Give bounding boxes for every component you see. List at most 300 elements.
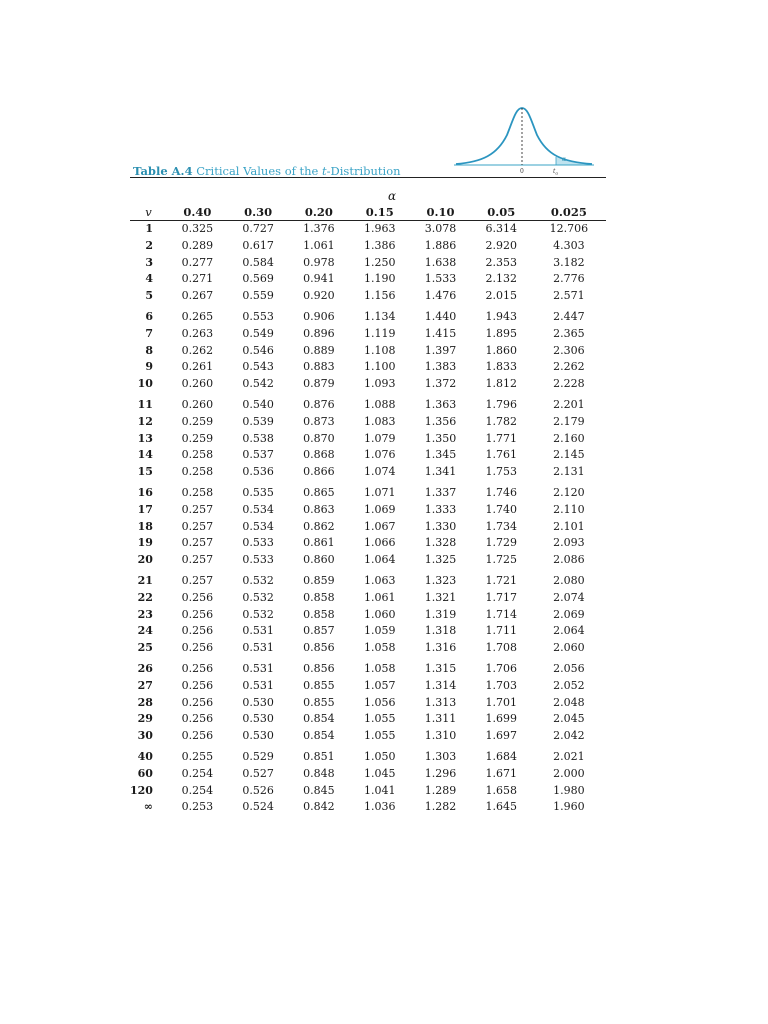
- df-cell: 4: [145, 272, 153, 286]
- critical-value-cell: 1.708: [485, 641, 518, 655]
- table-row: [130, 695, 606, 712]
- table-row: [130, 447, 606, 464]
- df-cell: 25: [137, 641, 153, 655]
- critical-value-cell: 1.063: [363, 573, 396, 587]
- critical-value-cell: 0.978: [303, 255, 335, 269]
- column-header-alpha: 0.15: [349, 203, 410, 221]
- critical-value-cell: 2.120: [553, 485, 585, 499]
- df-cell: 24: [137, 624, 153, 638]
- df-cell: 28: [137, 695, 153, 709]
- critical-value-cell: 1.315: [424, 661, 457, 675]
- critical-value-cell: 2.000: [553, 766, 585, 780]
- alpha-label: α: [562, 156, 567, 163]
- critical-value-cell: 1.076: [363, 448, 396, 462]
- table-row: [130, 238, 606, 255]
- critical-value-cell: 0.559: [242, 289, 274, 303]
- critical-value-cell: 1.325: [424, 553, 457, 567]
- critical-value-cell: 1.337: [424, 485, 457, 499]
- critical-value-cell: 2.069: [553, 607, 585, 621]
- critical-value-cell: 0.258: [181, 448, 214, 462]
- critical-value-cell: 0.254: [181, 766, 214, 780]
- critical-value-cell: 0.858: [303, 607, 335, 621]
- critical-value-cell: 0.896: [303, 326, 335, 340]
- critical-value-cell: 0.256: [181, 607, 214, 621]
- critical-value-cell: 1.701: [485, 695, 518, 709]
- critical-value-cell: 0.866: [303, 465, 335, 479]
- critical-value-cell: 0.860: [303, 553, 335, 567]
- critical-value-cell: 1.645: [485, 800, 518, 814]
- critical-value-cell: 1.980: [553, 783, 585, 797]
- df-cell: 14: [137, 448, 153, 462]
- critical-value-cell: 0.325: [181, 222, 214, 235]
- critical-value-cell: 0.256: [181, 678, 214, 692]
- critical-value-cell: 1.771: [485, 431, 518, 445]
- critical-value-cell: 0.256: [181, 712, 214, 726]
- critical-value-cell: 1.415: [424, 326, 457, 340]
- critical-value-cell: 1.074: [363, 465, 396, 479]
- critical-value-cell: 1.045: [363, 766, 396, 780]
- critical-value-cell: 0.256: [181, 624, 214, 638]
- critical-value-cell: 1.041: [363, 783, 396, 797]
- critical-value-cell: 1.960: [553, 800, 585, 814]
- df-cell: 40: [137, 749, 153, 763]
- critical-value-cell: 0.538: [242, 431, 274, 445]
- critical-value-cell: 2.042: [553, 729, 585, 743]
- critical-value-cell: 1.311: [424, 712, 457, 726]
- critical-value-cell: 0.258: [181, 485, 214, 499]
- critical-value-cell: 1.886: [424, 238, 457, 252]
- table-row: [130, 766, 606, 783]
- critical-value-cell: 1.055: [363, 712, 396, 726]
- critical-value-cell: 0.857: [303, 624, 335, 638]
- table-row: [130, 502, 606, 519]
- table-row: [130, 359, 606, 376]
- critical-value-cell: 0.536: [242, 465, 274, 479]
- critical-value-cell: 1.060: [363, 607, 396, 621]
- critical-value-cell: 1.323: [424, 573, 457, 587]
- critical-value-cell: 0.842: [303, 800, 335, 814]
- table-row: [130, 535, 606, 552]
- critical-value-cell: 1.250: [363, 255, 396, 269]
- critical-value-cell: 1.071: [363, 485, 396, 499]
- critical-value-cell: 0.531: [242, 661, 274, 675]
- df-cell: 22: [137, 590, 153, 604]
- df-cell: 20: [137, 553, 153, 567]
- top-rule: [130, 177, 606, 178]
- critical-value-cell: 2.145: [553, 448, 585, 462]
- df-cell: 12: [137, 414, 153, 428]
- critical-value-cell: 0.256: [181, 641, 214, 655]
- column-header-alpha: 0.30: [228, 203, 289, 221]
- critical-value-cell: 1.108: [363, 343, 396, 357]
- critical-value-cell: 1.761: [485, 448, 518, 462]
- critical-value-cell: 0.530: [242, 695, 274, 709]
- critical-value-cell: 2.074: [553, 590, 585, 604]
- critical-value-cell: 0.256: [181, 661, 214, 675]
- table-row: [130, 464, 606, 481]
- critical-value-cell: 0.889: [303, 343, 335, 357]
- table-row: [130, 678, 606, 695]
- critical-value-cell: 0.569: [242, 272, 274, 286]
- critical-value-cell: 1.310: [424, 729, 457, 743]
- critical-value-cell: 1.069: [363, 502, 396, 516]
- column-header-row: [130, 203, 606, 221]
- critical-value-cell: 6.314: [485, 222, 518, 235]
- column-header-alpha: 0.025: [532, 203, 606, 221]
- critical-value-cell: 0.257: [181, 536, 214, 550]
- critical-value-cell: 0.262: [181, 343, 214, 357]
- critical-value-cell: 3.078: [424, 222, 457, 235]
- critical-value-cell: 1.057: [363, 678, 396, 692]
- critical-value-cell: 2.080: [553, 573, 585, 587]
- critical-value-cell: 1.321: [424, 590, 457, 604]
- df-cell: 29: [137, 712, 153, 726]
- critical-value-cell: 0.859: [303, 573, 335, 587]
- critical-value-cell: 1.282: [424, 800, 457, 814]
- critical-value-cell: 1.061: [303, 238, 335, 252]
- critical-value-cell: 2.353: [485, 255, 518, 269]
- critical-value-cell: 1.341: [424, 465, 457, 479]
- critical-value-cell: 2.179: [553, 414, 585, 428]
- critical-value-cell: 0.271: [181, 272, 214, 286]
- critical-value-cell: 0.256: [181, 590, 214, 604]
- critical-value-cell: 0.941: [303, 272, 335, 286]
- critical-value-cell: 0.855: [303, 678, 335, 692]
- critical-value-cell: 0.856: [303, 641, 335, 655]
- critical-value-cell: 2.776: [553, 272, 585, 286]
- critical-value-cell: 0.543: [242, 360, 274, 374]
- critical-values-table: [130, 177, 606, 814]
- critical-value-cell: 0.256: [181, 729, 214, 743]
- critical-value-cell: 1.303: [424, 749, 457, 763]
- critical-value-cell: 0.531: [242, 624, 274, 638]
- table-row: [130, 728, 606, 745]
- df-cell: 120: [130, 783, 153, 797]
- critical-value-cell: 1.056: [363, 695, 396, 709]
- critical-value-cell: 1.895: [485, 326, 518, 340]
- table-title: [133, 164, 401, 178]
- critical-value-cell: 0.532: [242, 607, 274, 621]
- critical-value-cell: 1.289: [424, 783, 457, 797]
- critical-value-cell: 0.259: [181, 431, 214, 445]
- df-cell: 15: [137, 465, 153, 479]
- critical-value-cell: 2.160: [553, 431, 585, 445]
- df-cell: 16: [137, 485, 153, 499]
- critical-value-cell: 0.257: [181, 502, 214, 516]
- critical-value-cell: 1.376: [303, 222, 335, 235]
- critical-value-cell: 1.711: [485, 624, 518, 638]
- table-row: [130, 271, 606, 288]
- zero-label: 0: [520, 168, 524, 175]
- critical-value-cell: 0.263: [181, 326, 214, 340]
- critical-value-cell: 2.052: [553, 678, 585, 692]
- df-cell: 30: [137, 729, 153, 743]
- critical-value-cell: 1.671: [485, 766, 518, 780]
- critical-value-cell: 2.201: [553, 397, 585, 411]
- critical-value-cell: 0.532: [242, 573, 274, 587]
- critical-value-cell: 0.854: [303, 729, 335, 743]
- critical-value-cell: 2.021: [553, 749, 585, 763]
- critical-value-cell: 2.306: [553, 343, 585, 357]
- critical-value-cell: 0.526: [242, 783, 274, 797]
- critical-value-cell: 0.848: [303, 766, 335, 780]
- critical-value-cell: 1.059: [363, 624, 396, 638]
- column-header-alpha: 0.05: [471, 203, 532, 221]
- critical-value-cell: 0.257: [181, 519, 214, 533]
- critical-value-cell: 1.796: [485, 397, 518, 411]
- df-cell: 11: [137, 397, 153, 411]
- critical-value-cell: 0.856: [303, 661, 335, 675]
- critical-value-cell: 0.265: [181, 309, 214, 323]
- critical-value-cell: 2.056: [553, 661, 585, 675]
- critical-value-cell: 1.943: [485, 309, 518, 323]
- critical-value-cell: 0.854: [303, 712, 335, 726]
- df-cell: 7: [145, 326, 153, 340]
- critical-value-cell: 2.045: [553, 712, 585, 726]
- df-cell: 19: [137, 536, 153, 550]
- critical-value-cell: 0.537: [242, 448, 274, 462]
- critical-value-cell: 1.812: [485, 377, 518, 391]
- critical-value-cell: 1.372: [424, 377, 457, 391]
- critical-value-cell: 0.862: [303, 519, 335, 533]
- critical-value-cell: 1.067: [363, 519, 396, 533]
- table-row: [130, 343, 606, 360]
- critical-value-cell: 1.058: [363, 661, 396, 675]
- critical-value-cell: 0.920: [303, 289, 335, 303]
- critical-value-cell: 0.260: [181, 397, 214, 411]
- critical-value-cell: 0.533: [242, 536, 274, 550]
- critical-value-cell: 1.314: [424, 678, 457, 692]
- df-cell: 9: [145, 360, 153, 374]
- table-row: [130, 309, 606, 326]
- critical-value-cell: 0.534: [242, 502, 274, 516]
- critical-value-cell: 1.156: [363, 289, 396, 303]
- critical-value-cell: 0.845: [303, 783, 335, 797]
- table-row: [130, 288, 606, 305]
- table-body: [130, 221, 606, 817]
- critical-value-cell: 12.706: [549, 222, 589, 235]
- critical-value-cell: 0.906: [303, 309, 335, 323]
- critical-value-cell: 0.261: [181, 360, 214, 374]
- critical-value-cell: 1.134: [363, 309, 396, 323]
- critical-value-cell: 1.963: [363, 222, 396, 235]
- critical-value-cell: 1.350: [424, 431, 457, 445]
- critical-value-cell: 0.858: [303, 590, 335, 604]
- t-alpha-label: $t_\alpha$: [553, 168, 559, 176]
- critical-value-cell: 0.879: [303, 377, 335, 391]
- critical-value-cell: 0.727: [242, 222, 274, 235]
- critical-value-cell: 1.055: [363, 729, 396, 743]
- df-cell: ∞: [143, 800, 153, 814]
- critical-value-cell: 4.303: [553, 238, 585, 252]
- critical-value-cell: 1.058: [363, 641, 396, 655]
- critical-value-cell: 0.534: [242, 519, 274, 533]
- df-cell: 5: [145, 289, 153, 303]
- table-row: [130, 221, 606, 238]
- critical-value-cell: 0.260: [181, 377, 214, 391]
- critical-value-cell: 0.617: [242, 238, 274, 252]
- critical-value-cell: 0.257: [181, 573, 214, 587]
- critical-value-cell: 1.714: [485, 607, 518, 621]
- critical-value-cell: 0.533: [242, 553, 274, 567]
- table-row: [130, 255, 606, 272]
- critical-value-cell: 1.703: [485, 678, 518, 692]
- critical-value-cell: 1.706: [485, 661, 518, 675]
- critical-value-cell: 0.883: [303, 360, 335, 374]
- df-cell: 13: [137, 431, 153, 445]
- critical-value-cell: 1.729: [485, 536, 518, 550]
- table-row: [130, 799, 606, 816]
- table-row: [130, 661, 606, 678]
- critical-value-cell: 1.746: [485, 485, 518, 499]
- critical-value-cell: 0.876: [303, 397, 335, 411]
- df-cell: 17: [137, 502, 153, 516]
- critical-value-cell: 1.658: [485, 783, 518, 797]
- critical-value-cell: 1.328: [424, 536, 457, 550]
- critical-value-cell: 2.048: [553, 695, 585, 709]
- critical-value-cell: 0.531: [242, 678, 274, 692]
- critical-value-cell: 1.061: [363, 590, 396, 604]
- critical-value-cell: 1.740: [485, 502, 518, 516]
- critical-value-cell: 0.539: [242, 414, 274, 428]
- df-cell: 21: [137, 573, 153, 587]
- df-cell: 18: [137, 519, 153, 533]
- critical-value-cell: 1.833: [485, 360, 518, 374]
- critical-value-cell: 1.190: [363, 272, 396, 286]
- table-row: [130, 376, 606, 393]
- critical-value-cell: 0.553: [242, 309, 274, 323]
- critical-value-cell: 1.753: [485, 465, 518, 479]
- critical-value-cell: 0.873: [303, 414, 335, 428]
- critical-value-cell: 0.253: [181, 800, 214, 814]
- critical-value-cell: 2.064: [553, 624, 585, 638]
- critical-value-cell: 0.584: [242, 255, 274, 269]
- critical-value-cell: 2.101: [553, 519, 585, 533]
- critical-value-cell: 1.717: [485, 590, 518, 604]
- critical-value-cell: 1.088: [363, 397, 396, 411]
- df-cell: 26: [137, 661, 153, 675]
- table-row: [130, 623, 606, 640]
- critical-value-cell: 0.870: [303, 431, 335, 445]
- critical-value-cell: 0.289: [181, 238, 214, 252]
- df-cell: 10: [137, 377, 153, 391]
- critical-value-cell: 1.476: [424, 289, 457, 303]
- critical-value-cell: 1.440: [424, 309, 457, 323]
- critical-value-cell: 0.267: [181, 289, 214, 303]
- table-row: [130, 397, 606, 414]
- critical-value-cell: 1.318: [424, 624, 457, 638]
- critical-value-cell: 0.524: [242, 800, 274, 814]
- critical-value-cell: 0.527: [242, 766, 274, 780]
- table-row: [130, 711, 606, 728]
- critical-value-cell: 2.920: [485, 238, 518, 252]
- df-cell: 6: [145, 309, 153, 323]
- critical-value-cell: 0.863: [303, 502, 335, 516]
- critical-value-cell: 2.093: [553, 536, 585, 550]
- critical-value-cell: 0.532: [242, 590, 274, 604]
- critical-value-cell: 0.542: [242, 377, 274, 391]
- critical-value-cell: 1.397: [424, 343, 457, 357]
- critical-value-cell: 1.721: [485, 573, 518, 587]
- critical-value-cell: 2.447: [553, 309, 585, 323]
- critical-value-cell: 1.083: [363, 414, 396, 428]
- critical-value-cell: 2.131: [553, 465, 585, 479]
- critical-value-cell: 1.100: [363, 360, 396, 374]
- critical-value-cell: 0.868: [303, 448, 335, 462]
- critical-value-cell: 1.638: [424, 255, 457, 269]
- critical-value-cell: 1.093: [363, 377, 396, 391]
- critical-value-cell: 0.277: [181, 255, 214, 269]
- critical-value-cell: 0.258: [181, 465, 214, 479]
- critical-value-cell: 2.365: [553, 326, 585, 340]
- critical-value-cell: 0.531: [242, 641, 274, 655]
- table-row: [130, 749, 606, 766]
- df-cell: 23: [137, 607, 153, 621]
- table-row: [130, 607, 606, 624]
- df-cell: 8: [145, 343, 153, 357]
- table-caption: Critical Values of the t-Distribution: [196, 164, 401, 178]
- df-cell: 3: [145, 255, 153, 269]
- critical-value-cell: 1.296: [424, 766, 457, 780]
- critical-value-cell: 2.132: [485, 272, 518, 286]
- critical-value-cell: 1.386: [363, 238, 396, 252]
- density-curve: [456, 108, 592, 164]
- critical-value-cell: 1.333: [424, 502, 457, 516]
- column-header-alpha: 0.20: [289, 203, 350, 221]
- critical-value-cell: 1.782: [485, 414, 518, 428]
- t-distribution-curve-figure: [452, 100, 602, 178]
- column-header-df: v: [130, 203, 167, 221]
- critical-value-cell: 1.313: [424, 695, 457, 709]
- critical-value-cell: 0.535: [242, 485, 274, 499]
- critical-value-cell: 0.257: [181, 553, 214, 567]
- critical-value-cell: 1.119: [363, 326, 396, 340]
- critical-value-cell: 1.050: [363, 749, 396, 763]
- critical-value-cell: 0.529: [242, 749, 274, 763]
- critical-value-cell: 2.110: [553, 502, 585, 516]
- column-header-alpha: 0.10: [410, 203, 471, 221]
- critical-value-cell: 0.530: [242, 729, 274, 743]
- table-row: [130, 573, 606, 590]
- critical-value-cell: 0.546: [242, 343, 274, 357]
- table-row: [130, 519, 606, 536]
- critical-value-cell: 1.734: [485, 519, 518, 533]
- critical-value-cell: 1.697: [485, 729, 518, 743]
- critical-value-cell: 1.330: [424, 519, 457, 533]
- critical-value-cell: 0.549: [242, 326, 274, 340]
- critical-value-cell: 1.345: [424, 448, 457, 462]
- critical-value-cell: 0.259: [181, 414, 214, 428]
- critical-value-cell: 1.860: [485, 343, 518, 357]
- critical-value-cell: 1.319: [424, 607, 457, 621]
- df-cell: 27: [137, 678, 153, 692]
- critical-value-cell: 0.256: [181, 695, 214, 709]
- critical-value-cell: 0.254: [181, 783, 214, 797]
- critical-value-cell: 0.540: [242, 397, 274, 411]
- critical-value-cell: 1.725: [485, 553, 518, 567]
- critical-value-cell: 1.363: [424, 397, 457, 411]
- critical-value-cell: 1.356: [424, 414, 457, 428]
- critical-value-cell: 2.262: [553, 360, 585, 374]
- critical-value-cell: 1.066: [363, 536, 396, 550]
- critical-value-cell: 1.064: [363, 553, 396, 567]
- critical-value-cell: 0.255: [181, 749, 214, 763]
- table-row: [130, 590, 606, 607]
- critical-value-cell: 3.182: [553, 255, 585, 269]
- critical-value-cell: 1.699: [485, 712, 518, 726]
- critical-value-cell: 0.855: [303, 695, 335, 709]
- df-cell: 60: [137, 766, 153, 780]
